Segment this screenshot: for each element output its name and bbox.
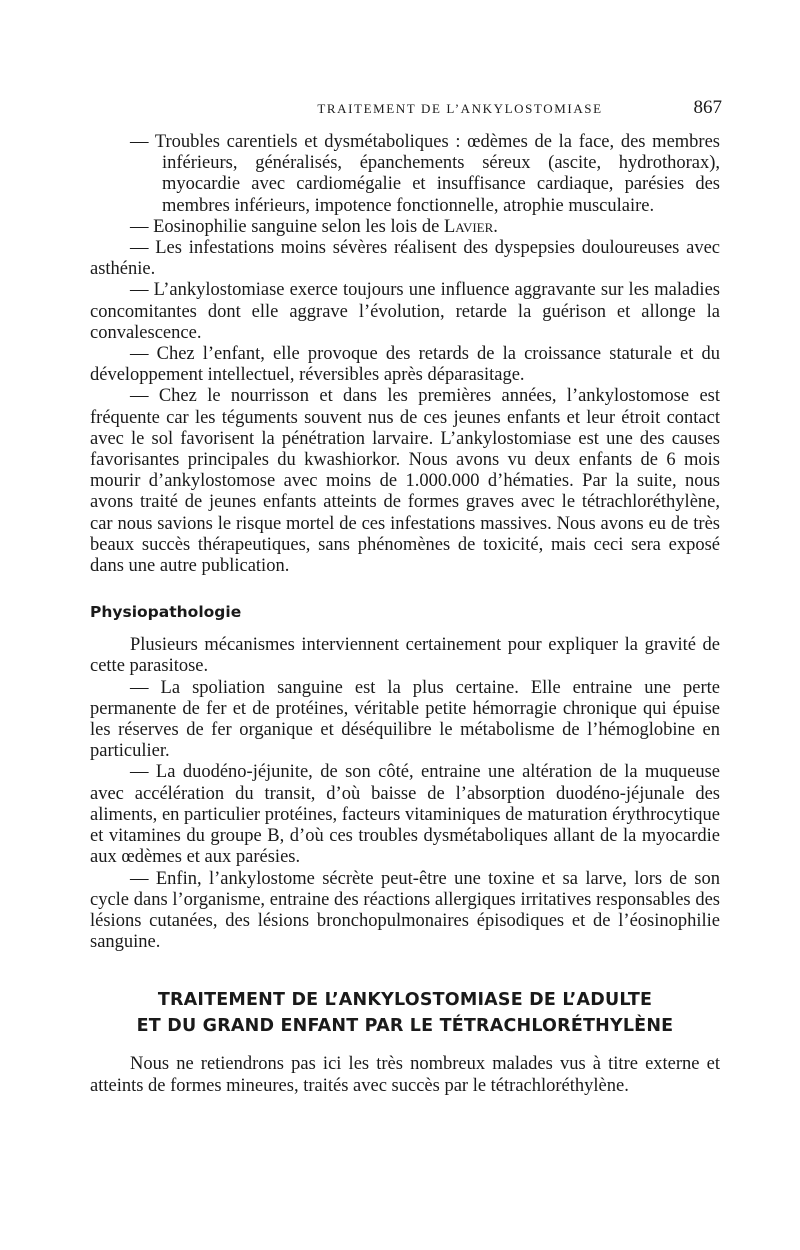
page-number: 867	[693, 97, 722, 118]
paragraph-mecanismes: Plusieurs mécanismes interviennent certainement pour expliquer la gravité de cette parasitose.	[90, 635, 720, 677]
paragraph-troubles-carentiels: — Troubles carentiels et dysmétaboliques : œdèmes de la face, des membres inférieurs, généralisés, épanchements séreux (ascite, hydrothorax), myocardie avec cardiomégalie et insuffisance cardiaque, parésies des membres inférieurs, impotence fonctionnelle, atrophie musculaire.	[130, 132, 720, 216]
section-heading: Physiopathologie	[90, 603, 242, 622]
paragraph-spoliation: — La spoliation sanguine est la plus certaine. Elle entraine une perte permanente de fer et de protéines, véritable petite hémorragie chronique qui épuise les réserves de fer organique et déséquilibre le métabolisme de l’hémoglobine en particulier.	[90, 677, 720, 762]
eosinophilie-end: .	[493, 216, 498, 237]
paragraph-infestations: — Les infestations moins sévères réalisent des dyspepsies douloureuses avec asthénie.	[90, 238, 720, 280]
paragraph-retiendrons: Nous ne retiendrons pas ici les très nombreux malades vus à titre externe et atteints de formes mineures, traités avec succès par le tétrachloréthylène.	[90, 1054, 720, 1096]
paragraph-toxine: — Enfin, l’ankylostome sécrète peut-être une toxine et sa larve, lors de son cycle dans l’organisme, entraine des réactions allergiques irritatives responsables des lésions cutanées, des lésions bronchopulmonaires épisodiques et de l’éosinophilie sanguine.	[90, 868, 720, 953]
paragraph-eosinophilie	[90, 217, 720, 238]
chapter-title-line-2: ET DU GRAND ENFANT PAR LE TÉTRACHLORÉTHYLÈNE	[136, 1016, 674, 1037]
paragraph-enfant: — Chez l’enfant, elle provoque des retards de la croissance staturale et du développement intellectuel, réversibles après déparasitage.	[90, 344, 720, 386]
eosinophilie-text: — Eosinophilie sanguine selon les lois de	[130, 216, 444, 237]
paragraph-nourrisson: — Chez le nourrisson et dans les premières années, l’ankylostomose est fréquente car les téguments souvent nus de ces jeunes enfants et leur étroit contact avec le sol favorisent la pénétration larvaire. L’ankylostomiase est une des causes favorisantes principales du kwashiorkor. Nous avons vu deux enfants de 6 mois mourir d’ankylostomose avec moins de 1.000.000 d’hématies. Par la suite, nous avons traité de jeunes enfants atteints de formes graves avec le tétrachloréthylène, car nous savions le risque mortel de ces infestations massives. Nous avons eu de très beaux succès thérapeutiques, sans phénomènes de toxicité, mais ceci sera exposé dans une autre publication.	[90, 386, 720, 577]
paragraph-duodeno-jejunite: — La duodéno-jéjunite, de son côté, entraine une altération de la muqueuse avec accélération du transit, d’où baisse de l’absorption duodéno-jéjunale des aliments, en particulier protéines, facteurs vitaminiques de maturation érythrocytique et vitamines du groupe B, d’où ces troubles dysmétaboliques allant de la myocardie aux œdèmes et aux parésies.	[90, 762, 720, 868]
chapter-title	[90, 987, 720, 1039]
author-name: Lavier	[443, 216, 494, 237]
paragraph-influence: — L’ankylostomiase exerce toujours une influence aggravante sur les maladies concomitantes dont elle aggrave l’évolution, retarde la guérison et allonge la convalescence.	[90, 280, 720, 343]
running-title: TRAITEMENT DE L’ANKYLOSTOMIASE	[317, 101, 603, 116]
body-text	[90, 132, 720, 1097]
chapter-title-line-1: TRAITEMENT DE L’ANKYLOSTOMIASE DE L’ADULTE	[157, 990, 653, 1011]
